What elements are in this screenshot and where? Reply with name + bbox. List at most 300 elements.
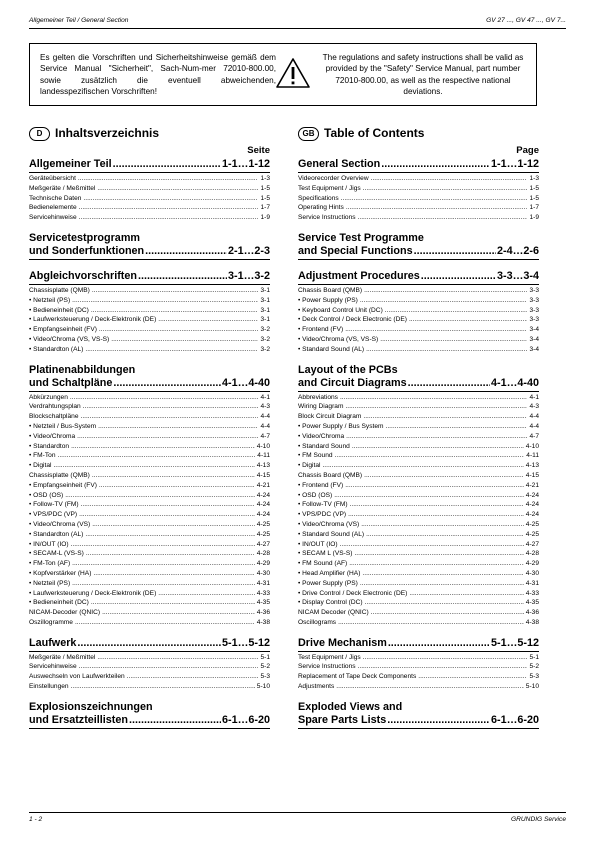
- entry-page: 4-38: [525, 618, 539, 626]
- section-pages: 5-1…5-12: [490, 636, 539, 649]
- toc-entry[interactable]: [298, 500, 539, 510]
- section-title-row: [298, 714, 539, 727]
- dot-leader: [338, 618, 524, 628]
- dot-leader: [409, 589, 523, 599]
- entry-page: 5-2: [529, 663, 539, 671]
- section-title-row: [29, 270, 270, 283]
- toc-entry[interactable]: [29, 451, 270, 461]
- dot-leader: [71, 682, 255, 692]
- entry-label: • IN/OUT (IO): [29, 540, 69, 548]
- toc-entry[interactable]: [29, 481, 270, 491]
- dot-leader: [334, 491, 524, 501]
- toc-entry[interactable]: [29, 174, 270, 184]
- toc-entry[interactable]: [29, 569, 270, 579]
- dot-leader: [346, 432, 527, 442]
- section-title-line: Explosionszeichnungen: [29, 700, 153, 713]
- toc-title: [29, 126, 270, 144]
- dot-leader: [86, 549, 255, 559]
- entry-label: Einstellungen: [29, 683, 69, 691]
- dot-leader: [83, 194, 258, 204]
- entry-label: • Video/Chroma (VS): [29, 520, 91, 528]
- dot-leader: [99, 481, 255, 491]
- entry-page: 3-4: [529, 326, 539, 334]
- toc-entry[interactable]: [29, 510, 270, 520]
- dot-leader: [75, 618, 255, 628]
- toc-entry[interactable]: [29, 579, 270, 589]
- entry-page: 3-3: [529, 316, 539, 324]
- entry-page: 1-5: [529, 194, 539, 202]
- toc-entry[interactable]: [29, 402, 270, 412]
- entry-label: Technische Daten: [29, 194, 82, 202]
- entry-page: 4-29: [525, 560, 539, 568]
- section-heading[interactable]: [29, 158, 270, 171]
- section-heading[interactable]: [298, 232, 539, 258]
- toc-entry[interactable]: [29, 345, 270, 355]
- toc-entry[interactable]: [298, 653, 539, 663]
- toc-entry[interactable]: [29, 296, 270, 306]
- section-gap: [298, 628, 539, 637]
- dot-leader: [349, 559, 524, 569]
- entry-page: 3-1: [260, 306, 270, 314]
- toc-entry[interactable]: [298, 471, 539, 481]
- section-title: Adjustment Procedures: [298, 269, 420, 282]
- toc-entry[interactable]: [29, 194, 270, 204]
- toc-entry[interactable]: [298, 491, 539, 501]
- section-heading[interactable]: [29, 364, 270, 390]
- toc-entry[interactable]: [29, 549, 270, 559]
- dot-leader: [408, 377, 490, 390]
- entry-label: • Netzteil (PS): [29, 296, 71, 304]
- toc-entry[interactable]: [29, 393, 270, 403]
- section-pages: 3-3…3-4: [496, 269, 539, 282]
- toc-entry[interactable]: [298, 442, 539, 452]
- dot-leader: [98, 422, 258, 432]
- page-header: [29, 17, 566, 29]
- dot-leader: [71, 540, 255, 550]
- section-heading[interactable]: [29, 701, 270, 727]
- toc-entry[interactable]: [298, 672, 539, 682]
- toc-entry[interactable]: [298, 306, 539, 316]
- entry-label: • Power Supply (PS): [298, 296, 358, 304]
- entry-page: 3-3: [529, 306, 539, 314]
- dot-leader: [92, 471, 255, 481]
- toc-entry[interactable]: [29, 213, 270, 223]
- toc-entry[interactable]: [298, 213, 539, 223]
- toc-entry[interactable]: [29, 286, 270, 296]
- entry-label: • Standardton (AL): [29, 345, 84, 353]
- dot-leader: [365, 598, 524, 608]
- toc-entry[interactable]: [29, 540, 270, 550]
- section-gap: [298, 692, 539, 701]
- entry-page: 1-9: [260, 214, 270, 222]
- dot-leader: [78, 174, 259, 184]
- entry-page: 4-35: [525, 599, 539, 607]
- entry-label: • Standard Sound: [298, 442, 350, 450]
- entry-page: 4-38: [256, 618, 270, 626]
- toc-entry[interactable]: [298, 569, 539, 579]
- entry-label: • Video/Chroma: [29, 432, 76, 440]
- section-heading[interactable]: [298, 270, 539, 283]
- dot-leader: [345, 481, 524, 491]
- section-title-row: [298, 637, 539, 650]
- dot-leader: [350, 500, 524, 510]
- entry-page: 3-2: [260, 335, 270, 343]
- dot-leader: [363, 412, 527, 422]
- section-pages: 6-1…6-20: [490, 713, 539, 726]
- toc-entry[interactable]: [298, 579, 539, 589]
- entry-label: Test Equipment / Jigs: [298, 653, 361, 661]
- entry-page: 1-3: [529, 175, 539, 182]
- entry-label: • OSD (OS): [298, 491, 333, 499]
- toc-entry[interactable]: [298, 194, 539, 204]
- toc-entry[interactable]: [29, 203, 270, 213]
- entry-label: • Power Supply / Bus System: [298, 422, 384, 430]
- entry-label: Test Equipment / Jigs: [298, 184, 361, 192]
- toc-entry[interactable]: [298, 682, 539, 692]
- dot-leader: [388, 637, 490, 650]
- section-title-line: Layout of the PCBs: [298, 363, 398, 376]
- toc-entry[interactable]: [29, 325, 270, 335]
- toc-entry[interactable]: [29, 315, 270, 325]
- entry-page: 5-3: [260, 673, 270, 681]
- entry-page: 4-1: [260, 393, 270, 401]
- dot-leader: [354, 549, 523, 559]
- toc-entry[interactable]: [29, 589, 270, 599]
- entry-page: 4-27: [525, 540, 539, 548]
- section-heading[interactable]: [298, 364, 539, 390]
- toc-entry[interactable]: [298, 618, 539, 628]
- page-column-header: Page: [516, 145, 539, 156]
- entry-page: 4-21: [256, 481, 270, 489]
- entry-label: Chassis Board (QMB): [298, 471, 363, 479]
- notice-english: The regulations and safety instructions shall be valid as provided by the "Safety" Service Manual, part number 72010-800.00, as well as the respective national deviations.: [322, 53, 524, 97]
- entry-page: 1-7: [260, 204, 270, 212]
- section-title-row: [298, 377, 539, 390]
- entry-label: • IN/OUT (IO): [298, 540, 338, 548]
- section-underline: [298, 284, 539, 285]
- dot-leader: [366, 345, 527, 355]
- section-title-row: [29, 377, 270, 390]
- toc-entry[interactable]: [29, 608, 270, 618]
- toc-entry[interactable]: [298, 345, 539, 355]
- dot-leader: [345, 325, 527, 335]
- entry-label: Wiring Diagram: [298, 403, 344, 411]
- entry-label: • Video/Chroma: [298, 432, 345, 440]
- toc-entry[interactable]: [298, 412, 539, 422]
- toc-entry[interactable]: [298, 530, 539, 540]
- dot-leader: [81, 500, 255, 510]
- entry-page: 4-3: [260, 403, 270, 411]
- toc-entry[interactable]: [298, 662, 539, 672]
- entry-page: 4-24: [525, 501, 539, 509]
- entry-page: 4-28: [525, 550, 539, 558]
- entry-label: Service Instructions: [298, 663, 356, 671]
- entry-page: 4-25: [525, 530, 539, 538]
- dot-leader: [371, 174, 528, 184]
- section-underline: [298, 391, 539, 392]
- entry-page: 5-2: [260, 663, 270, 671]
- toc-entry[interactable]: [29, 520, 270, 530]
- section-title: Laufwerk: [29, 636, 77, 649]
- entry-page: 4-36: [256, 609, 270, 617]
- toc-entry[interactable]: [29, 471, 270, 481]
- entry-label: Chassisplatte (QMB): [29, 471, 90, 479]
- dot-leader: [102, 608, 255, 618]
- section-pages: 1-1…1-12: [490, 158, 539, 170]
- toc-entry[interactable]: [29, 491, 270, 501]
- section-heading[interactable]: [29, 270, 270, 283]
- toc-entry[interactable]: [29, 432, 270, 442]
- dot-leader: [381, 158, 490, 171]
- toc-entry[interactable]: [29, 559, 270, 569]
- dot-leader: [385, 306, 528, 316]
- entry-page: 4-4: [260, 413, 270, 421]
- entry-page: 4-24: [256, 501, 270, 509]
- toc-entry[interactable]: [298, 422, 539, 432]
- section-heading[interactable]: [29, 232, 270, 258]
- toc-entry[interactable]: [298, 335, 539, 345]
- dot-leader: [77, 637, 221, 650]
- dot-leader: [80, 412, 258, 422]
- entry-label: NICAM Decoder (QNIC): [298, 609, 369, 617]
- toc-entry[interactable]: [298, 540, 539, 550]
- dot-leader: [113, 158, 221, 171]
- entry-page: 5-1: [260, 653, 270, 661]
- entry-page: 3-1: [260, 296, 270, 304]
- entry-label: Chassisplatte (QMB): [29, 286, 90, 294]
- entry-label: • Laufwerksteuerung / Deck-Elektronik (DE): [29, 316, 157, 324]
- toc-entry[interactable]: [29, 184, 270, 194]
- toc-entry[interactable]: [29, 682, 270, 692]
- section-title: Drive Mechanism: [298, 636, 387, 649]
- toc-entry[interactable]: [298, 203, 539, 213]
- entry-page: 1-9: [529, 214, 539, 222]
- entry-label: • Empfangseinheit (FV): [29, 326, 97, 334]
- header-right: GV 27 ..., GV 47 ..., GV 7...: [486, 17, 566, 24]
- dot-leader: [363, 653, 528, 663]
- entry-label: • Follow-TV (FM): [298, 501, 348, 509]
- entry-label: • Follow-TV (FM): [29, 501, 79, 509]
- dot-leader: [361, 520, 524, 530]
- entry-page: 4-25: [525, 520, 539, 528]
- entry-label: • Kopfverstärker (HA): [29, 569, 92, 577]
- section-gap: [29, 355, 270, 364]
- section-underline: [29, 391, 270, 392]
- entry-label: Block Circuit Diagram: [298, 413, 362, 421]
- toc-entry[interactable]: [29, 442, 270, 452]
- section-title-row: [29, 245, 270, 258]
- toc-title: [298, 126, 539, 144]
- entry-page: 4-1: [529, 393, 539, 401]
- entry-label: • Standardton: [29, 442, 70, 450]
- toc-entry[interactable]: [298, 286, 539, 296]
- dot-leader: [158, 315, 258, 325]
- dot-leader: [65, 491, 255, 501]
- dot-leader: [129, 714, 221, 727]
- toc-entry[interactable]: [29, 618, 270, 628]
- entry-page: 4-24: [525, 491, 539, 499]
- toc-entry[interactable]: [298, 432, 539, 442]
- section-heading[interactable]: [298, 701, 539, 727]
- entry-page: 4-25: [256, 530, 270, 538]
- dot-leader: [72, 296, 258, 306]
- entry-label: Bedienelemente: [29, 204, 77, 212]
- section-gap: [298, 261, 539, 270]
- page-column-header: Seite: [247, 145, 270, 156]
- toc-entry[interactable]: [29, 461, 270, 471]
- toc-entry[interactable]: [29, 412, 270, 422]
- entry-page: 4-13: [256, 462, 270, 470]
- dot-leader: [358, 662, 528, 672]
- toc-entry[interactable]: [298, 315, 539, 325]
- toc-entry[interactable]: [29, 422, 270, 432]
- toc-entry[interactable]: [298, 510, 539, 520]
- dot-leader: [83, 402, 259, 412]
- entry-page: 4-27: [256, 540, 270, 548]
- toc-entry[interactable]: [29, 530, 270, 540]
- dot-leader: [70, 393, 259, 403]
- toc-entry[interactable]: [298, 174, 539, 184]
- entry-label: • Netzteil / Bus-System: [29, 422, 97, 430]
- entry-label: Abkürzungen: [29, 393, 68, 401]
- dot-leader: [380, 335, 527, 345]
- toc-entry[interactable]: [29, 500, 270, 510]
- dot-leader: [386, 422, 528, 432]
- toc-entry[interactable]: [298, 393, 539, 403]
- header-left: Allgemeiner Teil / General Section: [29, 17, 129, 24]
- entry-label: • SECAM-L (VS-S): [29, 550, 84, 558]
- toc-entry[interactable]: [298, 520, 539, 530]
- section-title: and Special Functions: [298, 244, 413, 257]
- toc-entry[interactable]: [29, 653, 270, 663]
- toc-title-text: Inhaltsverzeichnis: [55, 126, 160, 140]
- language-badge: GB: [298, 127, 319, 141]
- toc-entry[interactable]: [29, 335, 270, 345]
- entry-page: 4-3: [529, 403, 539, 411]
- dot-leader: [336, 682, 524, 692]
- entry-page: 4-15: [525, 471, 539, 479]
- section-pages: 1-1…1-12: [221, 158, 270, 170]
- section-heading[interactable]: [29, 637, 270, 650]
- section-title-line: Servicetestprogramm: [29, 231, 141, 244]
- entry-label: Oszillogramme: [29, 618, 73, 626]
- toc-entry[interactable]: [29, 598, 270, 608]
- dot-leader: [72, 559, 255, 569]
- toc-entry[interactable]: [298, 402, 539, 412]
- dot-leader: [366, 530, 524, 540]
- dot-leader: [364, 286, 527, 296]
- toc-entry[interactable]: [298, 481, 539, 491]
- toc-entry[interactable]: [298, 296, 539, 306]
- toc-entry[interactable]: [29, 662, 270, 672]
- dot-leader: [58, 451, 256, 461]
- dot-leader: [348, 510, 524, 520]
- entry-label: • Deck Control / Deck Electronic (DE): [298, 316, 407, 324]
- dot-leader: [111, 335, 258, 345]
- toc-title-text: Table of Contents: [324, 126, 425, 140]
- entry-page: 1-5: [529, 184, 539, 192]
- section-pages: 6-1…6-20: [221, 713, 270, 726]
- entry-page: 4-28: [256, 550, 270, 558]
- dot-leader: [85, 345, 258, 355]
- entry-page: 4-4: [260, 422, 270, 430]
- entry-page: 3-2: [260, 326, 270, 334]
- section-heading[interactable]: [298, 637, 539, 650]
- section-gap: [29, 261, 270, 270]
- toc-entry[interactable]: [29, 672, 270, 682]
- toc-entry[interactable]: [298, 451, 539, 461]
- entry-label: Servicehinweise: [29, 663, 77, 671]
- entry-label: Servicehinweise: [29, 214, 77, 222]
- section-underline: [29, 284, 270, 285]
- toc-entry[interactable]: [298, 461, 539, 471]
- notice-german: Es gelten die Vorschriften und Sicherheitshinweise gemäß dem Service Manual "Sicherheit", Sach-Num-mer 72010-800.00, sowie zusätzlich die eventuell abweichenden, landesspezifischen Vorschriften!: [40, 53, 276, 97]
- entry-page: 4-15: [256, 471, 270, 479]
- entry-label: • Video/Chroma (VS, VS-S): [29, 335, 110, 343]
- toc-entry[interactable]: [298, 325, 539, 335]
- section-title-row: [298, 158, 539, 171]
- dot-leader: [85, 530, 254, 540]
- page-footer: [29, 812, 566, 824]
- entry-label: Videorecorder Overview: [298, 175, 369, 182]
- entry-page: 3-3: [529, 296, 539, 304]
- dot-leader: [362, 569, 523, 579]
- dot-leader: [322, 461, 523, 471]
- entry-page: 1-5: [260, 194, 270, 202]
- entry-label: Adjustments: [298, 683, 335, 691]
- dot-leader: [79, 203, 259, 213]
- entry-label: • Netzteil (PS): [29, 579, 71, 587]
- toc-entry[interactable]: [298, 559, 539, 569]
- entry-page: 1-3: [260, 175, 270, 182]
- entry-page: 4-31: [525, 579, 539, 587]
- section-title-row: [29, 158, 270, 171]
- toc-entry[interactable]: [298, 608, 539, 618]
- toc-entry[interactable]: [298, 184, 539, 194]
- section-heading[interactable]: [298, 158, 539, 171]
- entry-page: 5-10: [256, 683, 270, 691]
- dot-leader: [360, 296, 528, 306]
- section-gap: [298, 355, 539, 364]
- section-underline: [298, 651, 539, 652]
- entry-page: 3-3: [529, 286, 539, 294]
- entry-label: • Digital: [29, 462, 52, 470]
- toc-entry[interactable]: [298, 589, 539, 599]
- dot-leader: [421, 270, 496, 283]
- dot-leader: [418, 672, 527, 682]
- entry-page: 4-13: [525, 462, 539, 470]
- section-title-row: [29, 714, 270, 727]
- toc-column-english: [298, 126, 539, 730]
- toc-entry[interactable]: [298, 598, 539, 608]
- entry-page: 4-11: [526, 452, 539, 460]
- toc-entry[interactable]: [29, 306, 270, 316]
- section-title-line: Service Test Programme: [298, 231, 424, 244]
- toc-entry[interactable]: [298, 549, 539, 559]
- entry-label: Abbreviations: [298, 393, 338, 401]
- entry-label: • Standard Sound (AL): [298, 345, 365, 353]
- entry-label: Blockschaltpläne: [29, 413, 79, 421]
- entry-page: 3-1: [260, 286, 270, 294]
- dot-leader: [97, 184, 258, 194]
- dot-leader: [91, 598, 255, 608]
- entry-label: • Standard Sound (AL): [298, 530, 365, 538]
- entry-label: Replacement of Tape Deck Components: [298, 673, 417, 681]
- entry-page: 1-5: [260, 184, 270, 192]
- entry-label: • FM Sound: [298, 452, 333, 460]
- entry-label: • Bedieneinheit (DC): [29, 306, 89, 314]
- entry-page: 4-24: [256, 511, 270, 519]
